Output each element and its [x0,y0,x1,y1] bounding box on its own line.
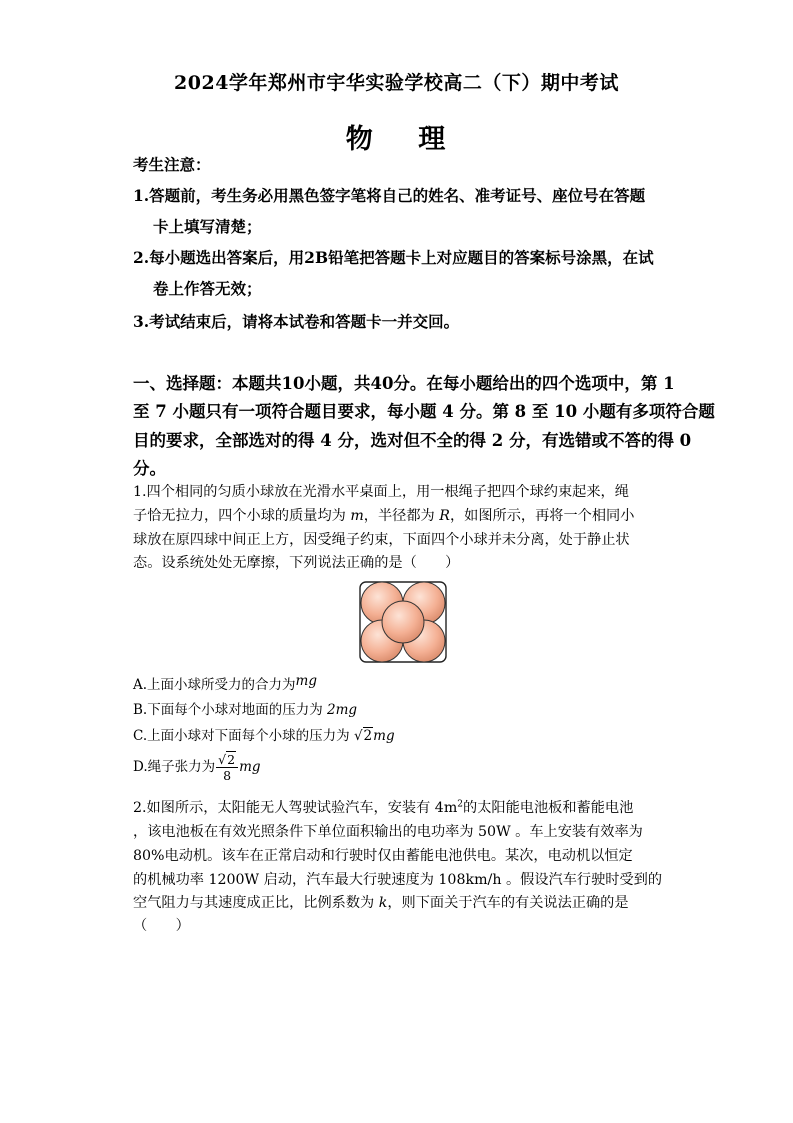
section-1-line-1: 一、选择题：本题共10小题，共40分。在每小题给出的四个选项中，第 1 [133,374,675,393]
q2-line-1: 2.如图所示，太阳能无人驾驶试验汽车，安装有 $4m^2$的太阳能电池板和蓄能电池 [133,799,634,816]
section-1-line-4: 分。 [133,459,166,478]
notice-heading: 考生注意： [133,155,211,174]
q2-line-5: 空气阻力与其速度成正比，比例系数为 k，则下面关于汽车的有关说法正确的是 [133,895,629,911]
q2-line-2: ，该电池板在有效光照条件下单位面积输出的电功率为 50W 。车上安装有效率为 [133,824,643,840]
q1-line-1: 1.四个相同的匀质小球放在光滑水平桌面上，用一根绳子把四个球约束起来，绳 [133,484,629,500]
q2-line-4: 的机械功率 1200W 启动，汽车最大行驶速度为 108km/h 。假设汽车行驶时受到的 [133,872,663,888]
notice-item-1: 1.答题前，考生务必用黑色签字笔将自己的姓名、准考证号、座位号在答题 [133,186,646,205]
ball-center-top [382,601,424,643]
q2-line-6: （ ） [133,918,190,934]
notice-item-2: 2.每小题选出答案后，用2B铅笔把答题卡上对应题目的答案标号涂黑，在试 [133,248,654,267]
notice-item-2-cont: 卷上作答无效； [153,279,262,298]
q1-line-2: 子恰无拉力，四个小球的质量均为 m，半径都为 R，如图所示，再将一个相同小 [133,508,635,524]
exam-title: 2024学年郑州市宇华实验学校高二（下）期中考试 [174,72,619,94]
q1-option-b: B.下面每个小球对地面的压力为 2mg [133,702,358,718]
section-1-line-3: 目的要求，全部选对的得 4 分，选对但不全的得 2 分，有选错或不答的得 0 [133,431,692,450]
notice-item-1-cont: 卡上填写清楚； [153,217,262,236]
section-1-line-2: 至 7 小题只有一项符合题目要求，每小题 4 分。第 8 至 10 小题有多项符合题 [133,402,715,421]
q2-line-3: 80%电动机。该车在正常启动和行驶时仅由蓄能电池供电。某次，电动机以恒定 [133,848,633,864]
q1-line-4: 态。设系统处处无摩擦，下列说法正确的是（ ） [133,555,460,571]
notice-item-3: 3.考试结束后，请将本试卷和答题卡一并交回。 [133,312,460,331]
q1-line-3: 球放在原四球中间正上方，因受绳子约束，下面四个小球并未分离，处于静止状 [133,532,630,548]
subject-title: 物 理 [345,124,448,155]
q1-option-c: C.上面小球对下面每个小球的压力为 √2mg [133,728,395,744]
q1-option-a: A.上面小球所受力的合力为mg [133,673,317,693]
five-balls-figure [358,580,448,664]
q1-option-d: D.绳子张力为 $\frac{√2}{8}$ mg [133,752,261,783]
